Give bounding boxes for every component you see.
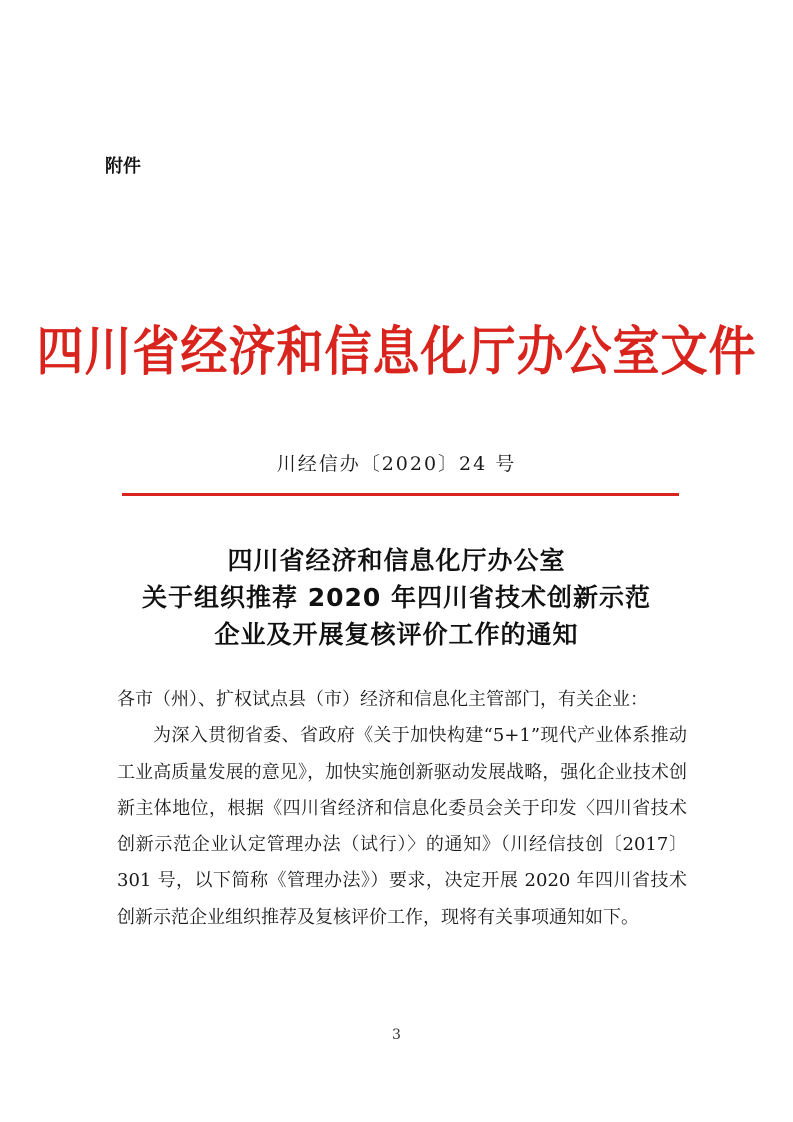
document-number: 川经信办〔2020〕24 号 <box>276 453 517 475</box>
red-separator-line <box>122 493 679 496</box>
attachment-label: 附件 <box>105 156 141 177</box>
issuer-heading: 四川省经济和信息化厅办公室文件 <box>36 321 757 383</box>
title-line-2: 关于组织推荐 2020 年四川省技术创新示范 <box>142 583 651 612</box>
title-line-1: 四川省经济和信息化厅办公室 <box>227 546 566 575</box>
body-paragraph: 为深入贯彻省委、省政府《关于加快构建“5+1”现代产业体系推动工业高质量发展的意见》，加快实施创新驱动发展战略，强化企业技术创新主体地位，根据《四川省经济和信息化委员会关于印发〈四川省技术创新示范企业认定管理办法（试行）〉的通知》（川经信技创〔2017〕301 号，以下简称《管理办法》）要求，决定开展 2020 年四川省技术创新示范企业组织推荐及复核评价工作，现将有关事项通知如下。 <box>117 725 687 928</box>
title-line-3: 企业及开展复核评价工作的通知 <box>214 620 579 649</box>
salutation: 各市（州）、扩权试点县（市）经济和信息化主管部门，有关企业： <box>117 689 648 710</box>
document-title <box>0 542 793 653</box>
document-body <box>117 682 687 936</box>
page-number: 3 <box>392 1027 401 1043</box>
